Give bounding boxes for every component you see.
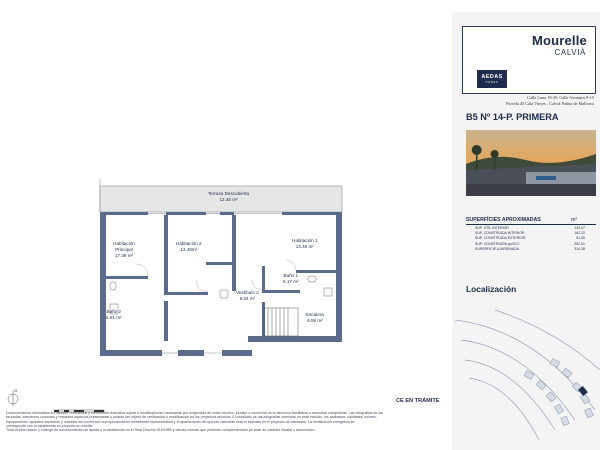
disclaimer-line: corresponde con la establecida en proyecto en trámite. (6, 423, 94, 428)
room-area: 13.49 m² (295, 244, 314, 249)
surfaces-title: SUPERFÍCIES APROXIMADAS (466, 217, 541, 223)
floor-plan (96, 178, 348, 364)
developer-tag: HOMES (485, 81, 499, 84)
disclaimer-line: Documentación informativa en carácter contractual y meramente ilustrativa sujeta a modificaciones necesarias por exigencias de orden técnico, jurídico o comercial de la dirección facultativa o autoridad competente. Las infografías de las (6, 411, 383, 415)
room-area: 5.17 m² (283, 279, 299, 284)
room-label-hallway (236, 290, 259, 302)
room-label-bathroom-1 (283, 273, 299, 285)
surface-value: 162,22 (574, 231, 585, 236)
room-label-bedroom-2 (176, 241, 202, 253)
room-label-bathroom-2 (106, 309, 122, 321)
room-area: 13.49m² (180, 247, 198, 252)
surfaces-divider (466, 224, 596, 225)
energy-certificate-status: CE EN TRÁMITE (396, 398, 440, 404)
brand-name: Mourelle (531, 33, 587, 48)
room-label-stairs (306, 312, 324, 324)
surface-value: 133,07 (574, 226, 585, 230)
surface-label: SUPERFICIE AJARDINADA (475, 246, 519, 251)
rendering-image (466, 130, 596, 196)
disclaimer-line: fachadas, elementos comunes y restantes espacios presentadas y podrán ser objeto de verificación o modificación en los proyectos técnicos. El mobiliario de las infografías interiores no está incluido, los acabados, calidades, colores, (6, 415, 377, 420)
room-label-terrace (208, 191, 249, 203)
legal-disclaimer (6, 411, 446, 432)
developer-name: AEDAS (481, 74, 503, 80)
room-name: Escalera (306, 312, 324, 317)
site-map (455, 300, 600, 450)
room-name: Habitación 1 (292, 238, 318, 243)
room-area: 5.51 m² (106, 315, 122, 320)
surface-value: 314,38 (574, 246, 585, 251)
room-name: Vestíbulo 2 (236, 290, 259, 295)
room-name: Baño 1 (283, 273, 299, 278)
surface-value: 292,51 (574, 241, 585, 246)
room-name: Habitación 2 (176, 241, 202, 246)
brand-location: CALVIÀ (554, 48, 586, 57)
room-name: Terraza Descubierta (208, 191, 250, 196)
room-area: 6.59 m² (307, 318, 323, 323)
surfaces-table (475, 226, 585, 252)
room-name: Habitación Principal (113, 241, 135, 252)
surface-label: SUP. CONSTRUIDA pp/ZCC (475, 241, 520, 246)
address-line-2: Parcela 45 Cala Vinyes , Calviá Palma de Mallorca (506, 101, 594, 106)
room-label-bedroom-1 (292, 238, 318, 250)
north-arrow-icon (6, 388, 20, 406)
scale-bar (54, 402, 108, 410)
disclaimer-line: equipamiento, aparatos sanitarios y muebles de cocina son una aproximación meramente representativa y el apartamento del que las viviendas será el indicado en el proyecto de calidades. La certificación energética se (6, 419, 355, 424)
surface-value: 91,05 (576, 236, 585, 241)
north-label: N (14, 388, 17, 393)
surface-label: SUP. ÚTIL INTERIOR (475, 226, 509, 230)
table-row (475, 247, 585, 252)
surface-label: SUP. CONSTRUIDA EXTERIOR (475, 236, 526, 241)
location-title: Localización (466, 284, 517, 294)
disclaimer-line: Toda la información y entrega de documentación se ajusta a lo establecido en el Real Decreto 515/1989 y demás normas que pudieran complementarlo ya sean de carácter estatal o autonómico. (6, 428, 316, 433)
brand-box (462, 26, 596, 94)
developer-logo (477, 70, 507, 88)
room-area: 12.45 m² (219, 197, 238, 202)
room-name: Baño 2 (106, 309, 122, 314)
floor-plan-drawing (96, 178, 348, 364)
room-area: 9.54 m² (239, 296, 256, 301)
surface-label: SUP. CONSTRUIDA INTERIOR (475, 231, 525, 236)
room-label-master-bedroom (112, 241, 136, 259)
unit-title: B5 Nº 14-P. PRIMERA (466, 112, 559, 122)
address-line-1: Calle Luna 18-29, Calle Geranios 9-15 (527, 95, 594, 100)
room-area: 17.39 m² (114, 253, 134, 258)
surfaces-unit: m² (571, 217, 578, 223)
